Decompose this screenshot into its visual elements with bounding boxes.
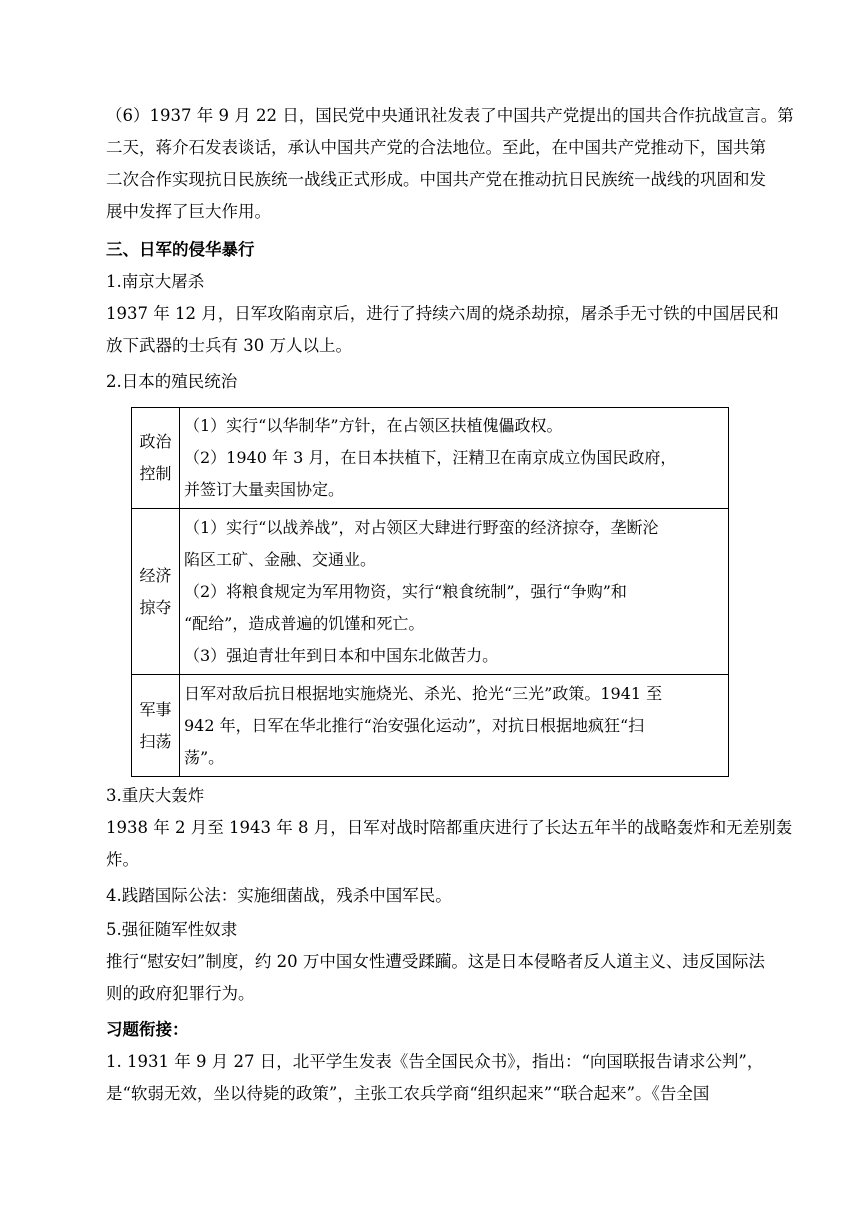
text-line: 展中发挥了巨大作用。 <box>106 202 271 221</box>
text-line: 1937 年 12 月，日军攻陷南京后，进行了持续六周的烧杀劫掠，屠杀手无寸铁的中国居民和 <box>106 304 779 323</box>
text-line: “配给”，造成普遍的饥馑和死亡。 <box>184 613 425 633</box>
row-label-military-sweep <box>132 675 180 777</box>
chongqing-bombing-title: 3.重庆大轰炸 <box>106 786 205 805</box>
text-line: 942 年，日军在华北推行“治安强化运动”，对抗日根据地疯狂“扫 <box>184 715 645 735</box>
text-line: （2）1940 年 3 月，在日本扶植下，汪精卫在南京成立伪国民政府， <box>184 448 677 467</box>
sexual-slavery-title: 5.强征随军性奴隶 <box>106 920 238 939</box>
colonial-rule-title: 2.日本的殖民统治 <box>106 372 238 391</box>
row-content-military-sweep <box>180 675 729 777</box>
row-content-political-control <box>180 408 729 509</box>
colonial-rule-table <box>131 407 729 777</box>
chongqing-bombing-paragraph <box>106 812 793 876</box>
table-row <box>132 675 729 777</box>
text-line: （6）1937 年 9 月 22 日，国民党中央通讯社发表了中国共产党提出的国共合作抗战宣言。第 <box>106 106 794 125</box>
text-line: 是“软弱无效，坐以待毙的政策”，主张工农兵学商“组织起来”“联合起来”。《告全国 <box>106 1084 710 1103</box>
text-line: 并签订大量卖国协定。 <box>184 480 345 499</box>
label-line: 控制 <box>139 464 172 483</box>
text-line: （3）强迫青壮年到日本和中国东北做苦力。 <box>184 645 499 665</box>
label-line: 军事 <box>139 699 172 719</box>
table-row <box>132 408 729 509</box>
text-line: 1938 年 2 月至 1943 年 8 月，日军对战时陪都重庆进行了长达五年半的战略轰炸和无差别轰 <box>106 818 793 837</box>
international-law-item: 4.践踏国际公法：实施细菌战，残杀中国军民。 <box>106 886 452 905</box>
label-line: 掠夺 <box>139 597 172 617</box>
text-line: 1. 1931 年 9 月 27 日，北平学生发表《告全国民众书》，指出：“向国联报告请求公判”， <box>106 1052 764 1071</box>
exercise-heading: 习题衔接： <box>106 1020 189 1039</box>
section-heading-japanese-atrocities: 三、日军的侵华暴行 <box>106 240 255 259</box>
exercise-question-1 <box>106 1046 764 1110</box>
text-line: 推行“慰安妇”制度，约 20 万中国女性遭受蹂躏。这是日本侵略者反人道主义、违反国际法 <box>106 952 765 971</box>
text-line: 放下武器的士兵有 30 万人以上。 <box>106 336 352 355</box>
text-line: 二天，蒋介石发表谈话，承认中国共产党的合法地位。至此，在中国共产党推动下，国共第 <box>106 138 766 157</box>
row-label-political-control <box>132 408 180 509</box>
text-line: 荡”。 <box>184 747 225 767</box>
text-line: （1）实行“以战养战”，对占领区大肆进行野蛮的经济掠夺，垄断沦 <box>184 517 659 537</box>
row-content-economic-plunder <box>180 509 729 675</box>
text-line: 炸。 <box>106 850 139 869</box>
table-row <box>132 509 729 675</box>
nanjing-massacre-title: 1.南京大屠杀 <box>106 272 205 291</box>
text-line: 日军对敌后抗日根据地实施烧光、杀光、抢光“三光”政策。1941 至 <box>184 683 663 703</box>
text-line: 二次合作实现抗日民族统一战线正式形成。中国共产党在推动抗日民族统一战线的巩固和发 <box>106 170 766 189</box>
row-label-economic-plunder <box>132 509 180 675</box>
text-line: （2）将粮食规定为军用物资，实行“粮食统制”，强行“争购”和 <box>184 581 627 601</box>
sexual-slavery-paragraph <box>106 946 765 1010</box>
section-6-paragraph <box>106 100 794 228</box>
nanjing-massacre-paragraph <box>106 298 779 362</box>
label-line: 扫荡 <box>139 731 172 751</box>
text-line: 陷区工矿、金融、交通业。 <box>184 549 377 569</box>
label-line: 政治 <box>139 432 172 451</box>
text-line: 则的政府犯罪行为。 <box>106 984 255 1003</box>
text-line: （1）实行“以华制华”方针，在占领区扶植傀儡政权。 <box>184 416 563 435</box>
label-line: 经济 <box>139 565 172 585</box>
